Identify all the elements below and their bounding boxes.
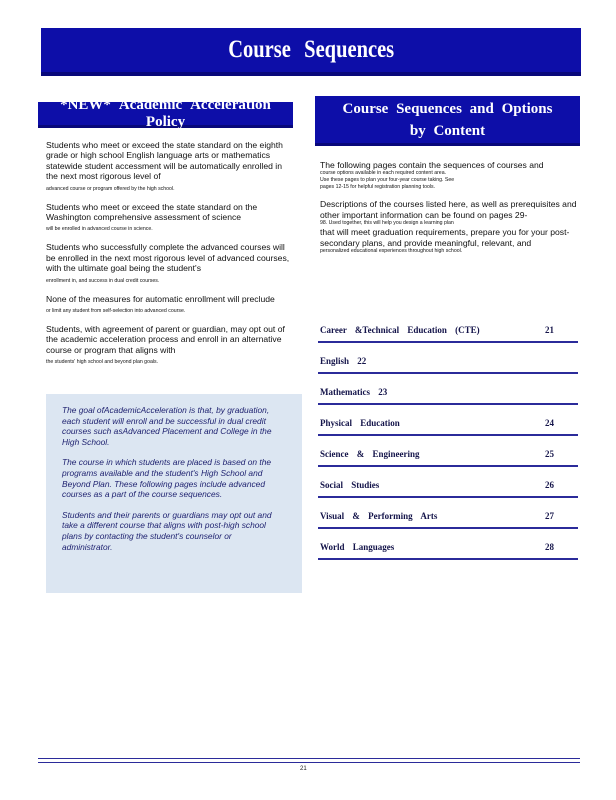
toc-row[interactable]: World Languages 28: [318, 529, 578, 560]
policy-heading: *NEW* Academic Acceleration Policy: [38, 102, 293, 128]
toc-row[interactable]: Physical Education 24: [318, 405, 578, 436]
callout-paragraph: The course in which students are placed is based on the programs available and the student's High School and Beyond Plan. These following pages include advanced courses as a part of the course sequences.: [62, 457, 272, 500]
intro-paragraph: Descriptions of the courses listed here, as well as prerequisites and other important information can be found on pages 29- 98. Used together, this will help you design a learning plan that will meet graduation requirements, prepare you for your post-secondary plans, and provide meaningful, relevant, and personalized educational experiences throughout high school.: [320, 199, 577, 255]
toc-row[interactable]: Visual & Performing Arts 27: [318, 498, 578, 529]
sequences-heading: Course Sequences and Options by Content: [315, 96, 580, 146]
page-title: Course Sequences: [228, 36, 394, 63]
policy-paragraph: Students who meet or exceed the state standard on the Washington comprehensive assessment of science will be enrolled in advanced course in science.: [46, 201, 258, 233]
footer-rule: [38, 758, 580, 759]
footer-rule: [38, 762, 580, 763]
toc-row[interactable]: Mathematics 23: [318, 374, 578, 405]
policy-paragraph: Students who successfully complete the advanced courses will be enrolled in the next most rigorous level of advanced courses, with the ultimate goal being the student's enrollment in, and success in dual credit courses.: [46, 242, 290, 284]
page-number: 21: [300, 766, 307, 772]
policy-paragraph: None of the measures for automatic enrollment will preclude or limit any student from self-selection into advanced course.: [46, 293, 275, 315]
sequences-intro: [320, 160, 578, 263]
policy-paragraph: Students who meet or exceed the state standard on the eighth grade or high school English language arts or mathematics statewide student accessment will be automatically enrolled in the next most rigorous level of advanced course or program offered by the high school.: [46, 140, 283, 192]
acceleration-callout: [46, 394, 302, 593]
callout-paragraph: The goal ofAcademicAcceleration is that, by graduation, each student will enroll and be successful in dual credit courses such asAdvanced Placement and College in the High School.: [62, 405, 272, 447]
intro-paragraph: The following pages contain the sequences of courses and course options available in each required content area. Use these pages to plan your four-year course taking. See pages 12-15 for helpful registration planning tools.: [320, 160, 544, 191]
toc-row[interactable]: Social Studies 26: [318, 467, 578, 498]
callout-paragraph: Students and their parents or guardians may opt out and take a different course that aligns with post-high school plans by contacting the student's counselor or administrator.: [62, 509, 272, 552]
toc-row[interactable]: Science & Engineering 25: [318, 436, 578, 467]
policy-paragraph: Students, with agreement of parent or guardian, may opt out of the academic acceleration process and enroll in an alternative course or program that aligns with the students' high school and beyond plan goals.: [46, 324, 285, 366]
toc-row[interactable]: English 22: [318, 343, 578, 374]
content-area-list: [318, 312, 578, 560]
toc-row[interactable]: Career &Technical Education (CTE) 21: [318, 312, 578, 343]
title-banner: [41, 28, 581, 76]
policy-text: [46, 140, 296, 375]
